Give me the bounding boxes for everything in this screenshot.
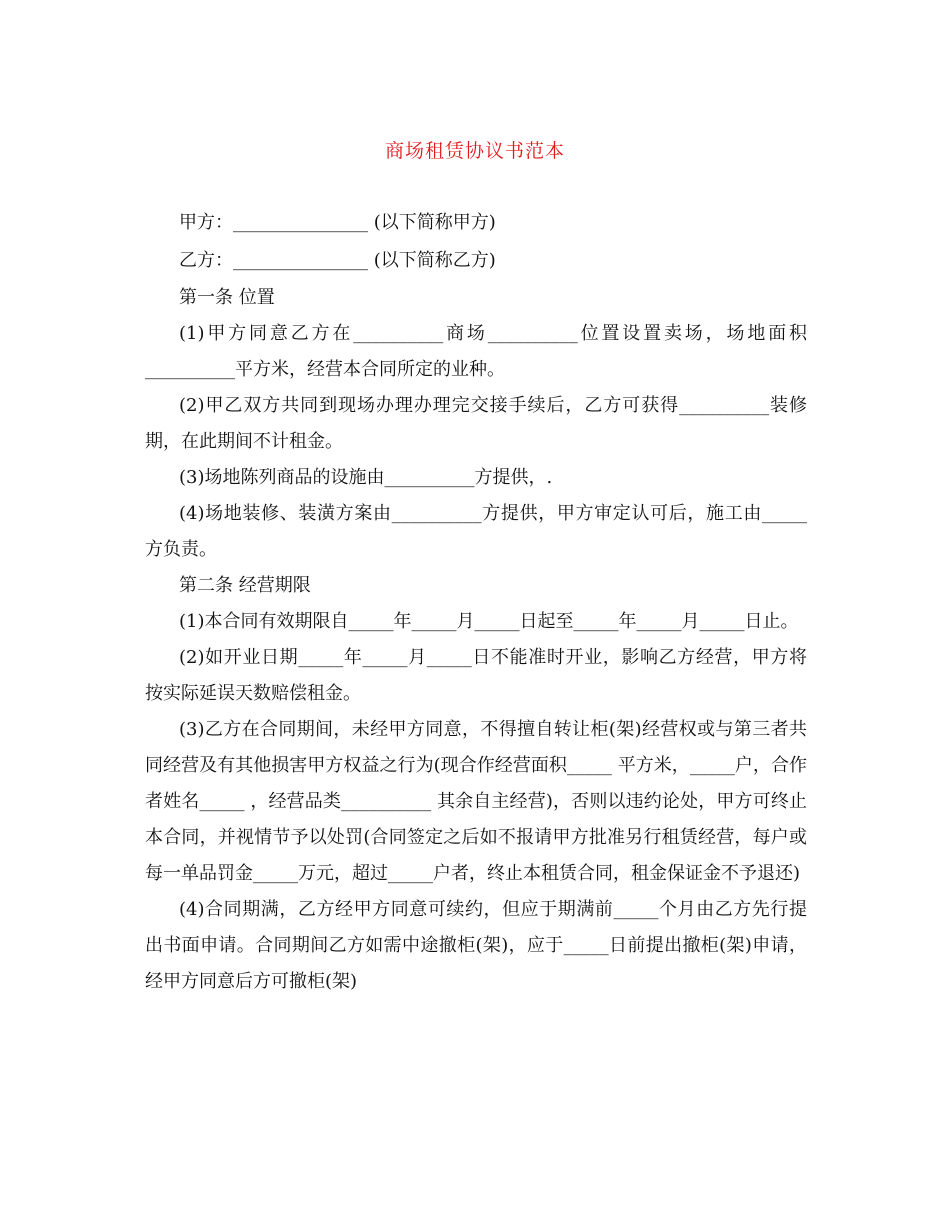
article-1-clause-4: (4)场地装修、装潢方案由__________方提供，甲方审定认可后，施工由_____方负责。 xyxy=(145,503,807,560)
party-a-line: 甲方：_______________ (以下简称甲方) xyxy=(179,212,496,233)
article-2-clause-4: (4)合同期满，乙方经甲方同意可续约，但应于期满前_____个月由乙方先行提出书面申请。合同期间乙方如需中途撤柜(架)，应于_____日前提出撤柜(架)申请，经甲方同意后方可撤柜(架) xyxy=(145,899,807,992)
article-2-clause-2: (2)如开业日期_____年_____月_____日不能准时开业，影响乙方经营，甲方将按实际延误天数赔偿租金。 xyxy=(145,647,807,704)
document-body xyxy=(145,204,807,1000)
article-1-clause-3: (3)场地陈列商品的设施由__________方提供，. xyxy=(179,467,553,488)
article-2-clause-1: (1)本合同有效期限自_____年_____月_____日起至_____年_____月_____日止。 xyxy=(179,611,799,632)
article-1-clause-1: (1)甲方同意乙方在__________商场__________位置设置卖场，场地面积__________平方米，经营本合同所定的业种。 xyxy=(145,323,807,380)
article-1-clause-2: (2)甲乙双方共同到现场办理办理完交接手续后，乙方可获得__________装修期，在此期间不计租金。 xyxy=(145,395,807,452)
article-1-heading: 第一条 位置 xyxy=(179,287,275,308)
document-title: 商场租赁协议书范本 xyxy=(384,140,565,162)
party-b-line: 乙方：_______________ (以下简称乙方) xyxy=(179,250,496,271)
article-2-heading: 第二条 经营期限 xyxy=(179,575,311,596)
article-2-clause-3: (3)乙方在合同期间，未经甲方同意，不得擅自转让柜(架)经营权或与第三者共同经营及有其他损害甲方权益之行为(现合作经营面积_____ 平方米，_____户，合作者姓名_____ ，经营品类__________ 其余自主经营)，否则以违约论处，甲方可终止本合同，并视情节予以处罚(合同签定之后如不报请甲方批准另行租赁经营，每户或每一单品罚金_____万元，超过_____户者，终止本租赁合同，租金保证金不予退还) xyxy=(145,719,807,884)
